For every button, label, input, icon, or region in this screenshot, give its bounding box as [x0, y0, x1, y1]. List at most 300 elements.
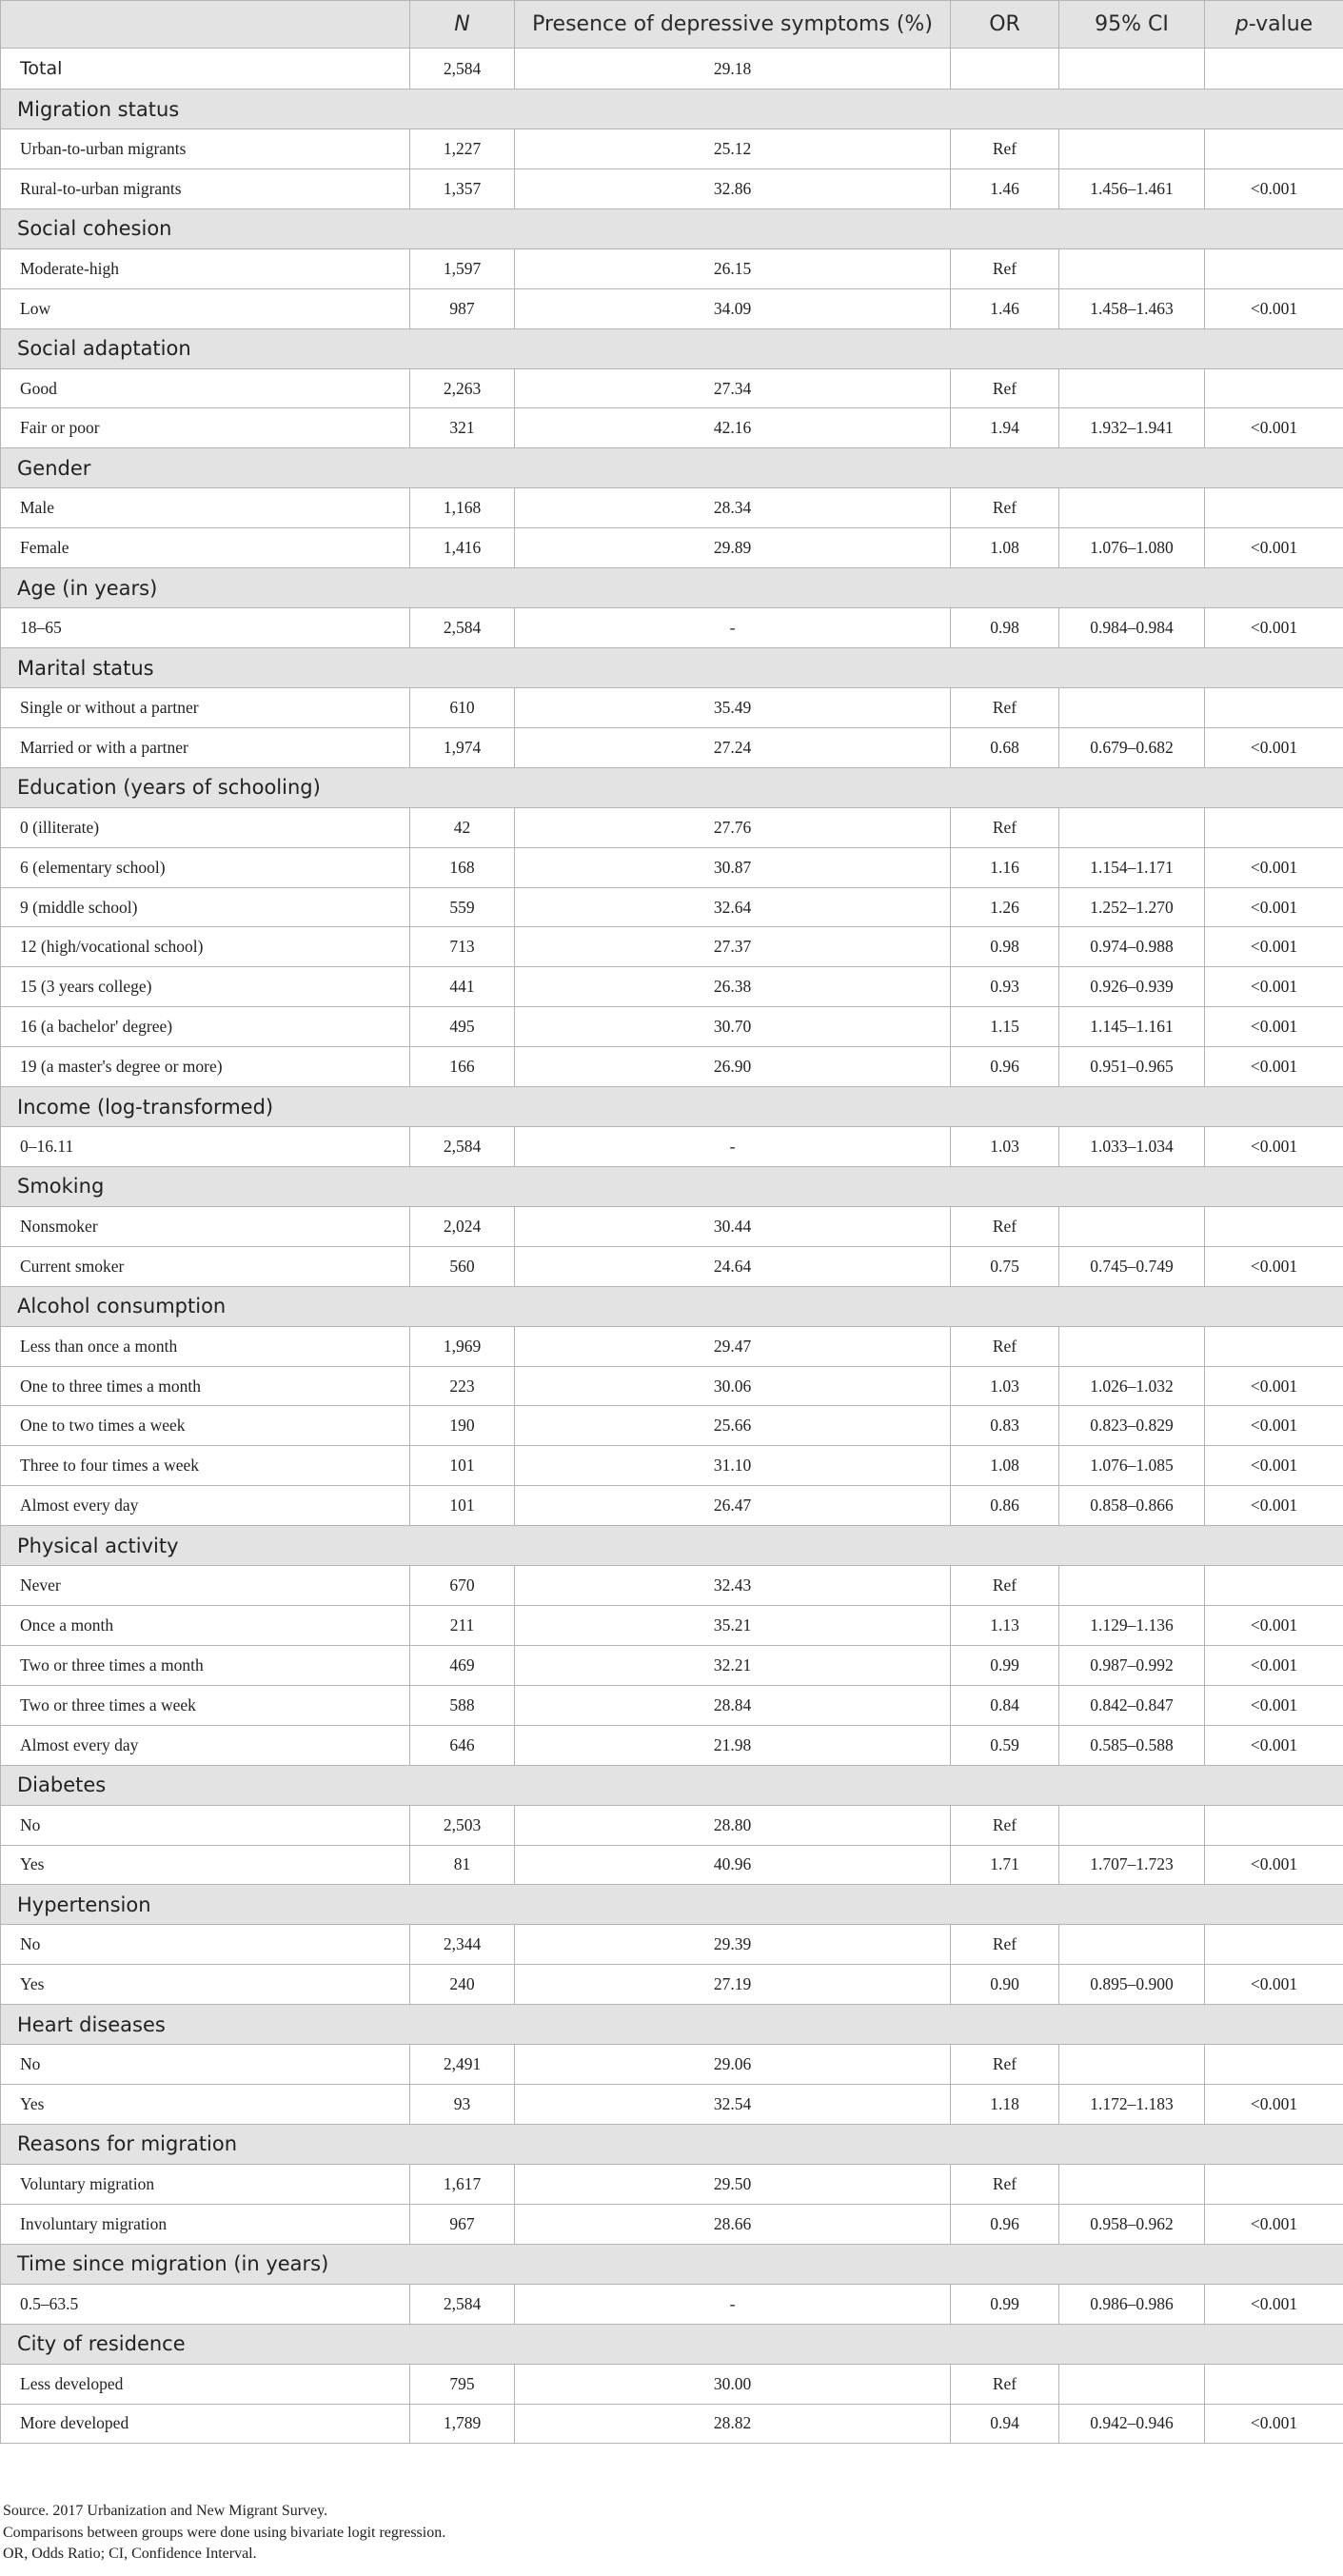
table-row: [1, 1805, 1343, 1845]
cell-label: No: [1, 1925, 410, 1965]
cell-n: 1,974: [410, 727, 515, 767]
table-row: [1, 887, 1343, 927]
cell-label: Male: [1, 488, 410, 528]
cell-pct: 32.64: [515, 887, 951, 927]
cell-p: <0.001: [1205, 727, 1343, 767]
cell-n: 168: [410, 847, 515, 887]
header-label: [1, 1, 410, 49]
cell-label: Female: [1, 528, 410, 568]
cell-or: 0.83: [951, 1406, 1059, 1446]
cell-ci: 0.974–0.988: [1059, 927, 1205, 967]
cell-ci: 1.026–1.032: [1059, 1366, 1205, 1406]
cell-or: Ref: [951, 1326, 1059, 1366]
cell-or: 1.26: [951, 887, 1059, 927]
cell-ci: [1059, 1566, 1205, 1606]
cell-ci: [1059, 1206, 1205, 1246]
table-row: [1, 1366, 1343, 1406]
cell-p: <0.001: [1205, 408, 1343, 448]
cell-n: 2,584: [410, 1127, 515, 1167]
cell-label: Almost every day: [1, 1725, 410, 1765]
section-row: [1, 1885, 1343, 1925]
cell-p: <0.001: [1205, 1246, 1343, 1286]
cell-or: 0.75: [951, 1246, 1059, 1286]
table-row: [1, 528, 1343, 568]
table-row: [1, 368, 1343, 408]
cell-pct: -: [515, 1127, 951, 1167]
table-row: [1, 168, 1343, 208]
section-title: Age (in years): [1, 568, 1343, 608]
section-row: [1, 1526, 1343, 1566]
cell-pct: 26.90: [515, 1047, 951, 1087]
section-row: [1, 1286, 1343, 1326]
cell-pct: 30.06: [515, 1366, 951, 1406]
cell-pct: 26.15: [515, 248, 951, 288]
cell-p: <0.001: [1205, 847, 1343, 887]
cell-label: Three to four times a week: [1, 1446, 410, 1486]
table-row: [1, 1127, 1343, 1167]
cell-label: More developed: [1, 2404, 410, 2444]
cell-pct: -: [515, 2284, 951, 2324]
cell-ci: 1.458–1.463: [1059, 288, 1205, 328]
cell-label: Urban-to-urban migrants: [1, 129, 410, 169]
cell-or: 1.08: [951, 1446, 1059, 1486]
section-title: Hypertension: [1, 1885, 1343, 1925]
cell-ci: [1059, 688, 1205, 728]
cell-pct: 28.84: [515, 1685, 951, 1725]
cell-or: Ref: [951, 488, 1059, 528]
cell-ci: 1.172–1.183: [1059, 2085, 1205, 2125]
cell-pct: 26.38: [515, 967, 951, 1007]
cell-p: [1205, 807, 1343, 847]
cell-label: Less developed: [1, 2364, 410, 2404]
cell-or: Ref: [951, 1805, 1059, 1845]
cell-p: [1205, 1566, 1343, 1606]
section-title: Income (log-transformed): [1, 1087, 1343, 1127]
cell-n: 441: [410, 967, 515, 1007]
cell-label: Almost every day: [1, 1486, 410, 1526]
cell-or: 0.99: [951, 1645, 1059, 1685]
table-row: [1, 1725, 1343, 1765]
cell-label: 9 (middle school): [1, 887, 410, 927]
section-title: City of residence: [1, 2324, 1343, 2364]
total-or: [951, 49, 1059, 89]
cell-pct: 21.98: [515, 1725, 951, 1765]
cell-n: 211: [410, 1606, 515, 1646]
cell-pct: 30.44: [515, 1206, 951, 1246]
section-row: [1, 1166, 1343, 1206]
total-n: 2,584: [410, 49, 515, 89]
cell-or: 1.16: [951, 847, 1059, 887]
cell-ci: 1.252–1.270: [1059, 887, 1205, 927]
table-row: [1, 1845, 1343, 1885]
table-row: [1, 847, 1343, 887]
cell-ci: [1059, 1326, 1205, 1366]
total-ci: [1059, 49, 1205, 89]
cell-ci: [1059, 807, 1205, 847]
cell-p: <0.001: [1205, 168, 1343, 208]
cell-pct: 35.21: [515, 1606, 951, 1646]
cell-n: 190: [410, 1406, 515, 1446]
header-p-rest: -value: [1248, 12, 1313, 36]
cell-or: Ref: [951, 1566, 1059, 1606]
table-row: [1, 2085, 1343, 2125]
table-row: [1, 2364, 1343, 2404]
cell-or: Ref: [951, 129, 1059, 169]
cell-n: 2,584: [410, 2284, 515, 2324]
cell-or: Ref: [951, 2164, 1059, 2204]
cell-pct: 30.70: [515, 1007, 951, 1047]
cell-label: Nonsmoker: [1, 1206, 410, 1246]
note-method: Comparisons between groups were done using bivariate logit regression.: [3, 2524, 446, 2541]
section-title: Education (years of schooling): [1, 767, 1343, 807]
cell-n: 1,168: [410, 488, 515, 528]
cell-pct: 29.89: [515, 528, 951, 568]
header-presence: Presence of depressive symptoms (%): [515, 1, 951, 49]
cell-label: Once a month: [1, 1606, 410, 1646]
cell-ci: 0.895–0.900: [1059, 1965, 1205, 2005]
cell-ci: [1059, 2364, 1205, 2404]
table-row: [1, 1446, 1343, 1486]
cell-ci: 0.942–0.946: [1059, 2404, 1205, 2444]
cell-label: Low: [1, 288, 410, 328]
cell-pct: 29.47: [515, 1326, 951, 1366]
cell-pct: 27.19: [515, 1965, 951, 2005]
cell-ci: 1.076–1.085: [1059, 1446, 1205, 1486]
section-title: Time since migration (in years): [1, 2244, 1343, 2284]
table-notes: [3, 2501, 445, 2566]
cell-n: 101: [410, 1446, 515, 1486]
cell-pct: 42.16: [515, 408, 951, 448]
cell-or: 1.15: [951, 1007, 1059, 1047]
cell-or: Ref: [951, 1925, 1059, 1965]
cell-pct: -: [515, 608, 951, 648]
cell-n: 2,584: [410, 608, 515, 648]
table-row: [1, 248, 1343, 288]
cell-or: 0.94: [951, 2404, 1059, 2444]
cell-ci: [1059, 129, 1205, 169]
cell-ci: 1.456–1.461: [1059, 168, 1205, 208]
cell-n: 1,597: [410, 248, 515, 288]
cell-or: 1.71: [951, 1845, 1059, 1885]
table-row: [1, 967, 1343, 1007]
cell-or: 1.46: [951, 288, 1059, 328]
table-row: [1, 807, 1343, 847]
cell-pct: 30.00: [515, 2364, 951, 2404]
cell-n: 2,024: [410, 1206, 515, 1246]
cell-or: 1.94: [951, 408, 1059, 448]
cell-pct: 29.06: [515, 2045, 951, 2085]
cell-pct: 27.76: [515, 807, 951, 847]
cell-n: 81: [410, 1845, 515, 1885]
cell-p: <0.001: [1205, 2284, 1343, 2324]
cell-or: Ref: [951, 1206, 1059, 1246]
cell-pct: 32.21: [515, 1645, 951, 1685]
cell-or: 0.98: [951, 927, 1059, 967]
cell-p: <0.001: [1205, 2085, 1343, 2125]
cell-pct: 32.86: [515, 168, 951, 208]
cell-p: <0.001: [1205, 1645, 1343, 1685]
table-row: [1, 1685, 1343, 1725]
cell-or: 1.46: [951, 168, 1059, 208]
cell-pct: 34.09: [515, 288, 951, 328]
cell-p: [1205, 2045, 1343, 2085]
table-row: [1, 1326, 1343, 1366]
cell-ci: 0.958–0.962: [1059, 2204, 1205, 2244]
cell-pct: 25.66: [515, 1406, 951, 1446]
section-row: [1, 208, 1343, 248]
cell-p: <0.001: [1205, 1606, 1343, 1646]
table-row: [1, 727, 1343, 767]
table-row: [1, 1925, 1343, 1965]
cell-ci: 0.986–0.986: [1059, 2284, 1205, 2324]
cell-pct: 29.39: [515, 1925, 951, 1965]
cell-label: Never: [1, 1566, 410, 1606]
cell-n: 101: [410, 1486, 515, 1526]
cell-label: Two or three times a month: [1, 1645, 410, 1685]
table-body: [1, 49, 1343, 2444]
cell-or: Ref: [951, 248, 1059, 288]
cell-or: 1.03: [951, 1127, 1059, 1167]
table-row: [1, 1606, 1343, 1646]
cell-pct: 29.50: [515, 2164, 951, 2204]
cell-pct: 24.64: [515, 1246, 951, 1286]
cell-label: No: [1, 2045, 410, 2085]
cell-n: 2,503: [410, 1805, 515, 1845]
cell-pct: 28.34: [515, 488, 951, 528]
cell-label: Voluntary migration: [1, 2164, 410, 2204]
section-row: [1, 1087, 1343, 1127]
cell-ci: 1.076–1.080: [1059, 528, 1205, 568]
cell-or: Ref: [951, 688, 1059, 728]
cell-or: Ref: [951, 368, 1059, 408]
table-row: [1, 2284, 1343, 2324]
cell-ci: 0.987–0.992: [1059, 1645, 1205, 1685]
cell-p: <0.001: [1205, 1446, 1343, 1486]
section-row: [1, 89, 1343, 129]
cell-p: <0.001: [1205, 2204, 1343, 2244]
section-row: [1, 1765, 1343, 1805]
cell-label: 16 (a bachelor' degree): [1, 1007, 410, 1047]
table-row: [1, 688, 1343, 728]
cell-n: 1,357: [410, 168, 515, 208]
cell-pct: 28.80: [515, 1805, 951, 1845]
cell-p: [1205, 1326, 1343, 1366]
table-row: [1, 1566, 1343, 1606]
cell-label: Less than once a month: [1, 1326, 410, 1366]
header-or: OR: [951, 1, 1059, 49]
cell-or: 0.68: [951, 727, 1059, 767]
cell-or: 0.96: [951, 1047, 1059, 1087]
cell-ci: [1059, 1925, 1205, 1965]
header-p-value: [1205, 1, 1343, 49]
cell-label: 0 (illiterate): [1, 807, 410, 847]
total-pct: 29.18: [515, 49, 951, 89]
cell-or: 0.86: [951, 1486, 1059, 1526]
cell-p: <0.001: [1205, 1047, 1343, 1087]
header-row: [1, 1, 1343, 49]
cell-label: Current smoker: [1, 1246, 410, 1286]
cell-or: 0.99: [951, 2284, 1059, 2324]
section-title: Social adaptation: [1, 328, 1343, 368]
cell-ci: 0.745–0.749: [1059, 1246, 1205, 1286]
table-row: [1, 1965, 1343, 2005]
cell-pct: 32.43: [515, 1566, 951, 1606]
cell-ci: 0.842–0.847: [1059, 1685, 1205, 1725]
section-title: Heart diseases: [1, 2005, 1343, 2045]
total-label: Total: [1, 49, 410, 89]
cell-ci: [1059, 1805, 1205, 1845]
section-title: Reasons for migration: [1, 2124, 1343, 2164]
section-title: Marital status: [1, 648, 1343, 688]
cell-or: 1.08: [951, 528, 1059, 568]
cell-ci: 0.926–0.939: [1059, 967, 1205, 1007]
cell-ci: 0.679–0.682: [1059, 727, 1205, 767]
cell-n: 670: [410, 1566, 515, 1606]
table-row: [1, 2204, 1343, 2244]
cell-p: [1205, 248, 1343, 288]
cell-label: Moderate-high: [1, 248, 410, 288]
table-row: [1, 2404, 1343, 2444]
cell-label: No: [1, 1805, 410, 1845]
cell-n: 42: [410, 807, 515, 847]
cell-n: 1,789: [410, 2404, 515, 2444]
cell-n: 610: [410, 688, 515, 728]
cell-p: <0.001: [1205, 2404, 1343, 2444]
cell-label: One to two times a week: [1, 1406, 410, 1446]
section-title: Social cohesion: [1, 208, 1343, 248]
cell-p: [1205, 2364, 1343, 2404]
header-ci: 95% CI: [1059, 1, 1205, 49]
total-row: [1, 49, 1343, 89]
cell-n: 2,263: [410, 368, 515, 408]
cell-p: <0.001: [1205, 1685, 1343, 1725]
note-abbrev: OR, Odds Ratio; CI, Confidence Interval.: [3, 2546, 257, 2562]
cell-n: 1,227: [410, 129, 515, 169]
cell-ci: 0.823–0.829: [1059, 1406, 1205, 1446]
cell-ci: 1.154–1.171: [1059, 847, 1205, 887]
table-row: [1, 608, 1343, 648]
cell-or: 0.84: [951, 1685, 1059, 1725]
cell-label: Good: [1, 368, 410, 408]
cell-n: 967: [410, 2204, 515, 2244]
cell-n: 223: [410, 1366, 515, 1406]
cell-p: <0.001: [1205, 927, 1343, 967]
note-source: Source. 2017 Urbanization and New Migrant Survey.: [3, 2503, 328, 2519]
cell-n: 588: [410, 1685, 515, 1725]
cell-n: 495: [410, 1007, 515, 1047]
cell-pct: 28.66: [515, 2204, 951, 2244]
cell-label: Rural-to-urban migrants: [1, 168, 410, 208]
cell-p: <0.001: [1205, 528, 1343, 568]
cell-or: 1.03: [951, 1366, 1059, 1406]
cell-ci: 1.707–1.723: [1059, 1845, 1205, 1885]
cell-p: <0.001: [1205, 1845, 1343, 1885]
cell-pct: 27.34: [515, 368, 951, 408]
section-title: Migration status: [1, 89, 1343, 129]
cell-pct: 27.37: [515, 927, 951, 967]
cell-or: 0.59: [951, 1725, 1059, 1765]
table-row: [1, 1406, 1343, 1446]
cell-p: [1205, 488, 1343, 528]
cell-n: 1,969: [410, 1326, 515, 1366]
cell-label: 18–65: [1, 608, 410, 648]
section-title: Physical activity: [1, 1526, 1343, 1566]
cell-pct: 27.24: [515, 727, 951, 767]
section-title: Smoking: [1, 1166, 1343, 1206]
cell-n: 2,344: [410, 1925, 515, 1965]
cell-pct: 30.87: [515, 847, 951, 887]
cell-p: <0.001: [1205, 1127, 1343, 1167]
cell-p: <0.001: [1205, 1965, 1343, 2005]
cell-label: 12 (high/vocational school): [1, 927, 410, 967]
cell-n: 795: [410, 2364, 515, 2404]
section-row: [1, 648, 1343, 688]
table-row: [1, 488, 1343, 528]
cell-ci: [1059, 248, 1205, 288]
table-row: [1, 927, 1343, 967]
total-p: [1205, 49, 1343, 89]
section-row: [1, 767, 1343, 807]
cell-n: 240: [410, 1965, 515, 2005]
cell-or: 0.93: [951, 967, 1059, 1007]
table-row: [1, 2045, 1343, 2085]
header-p-italic: p: [1234, 12, 1249, 36]
cell-p: <0.001: [1205, 1486, 1343, 1526]
cell-pct: 31.10: [515, 1446, 951, 1486]
table-row: [1, 1206, 1343, 1246]
cell-p: [1205, 1805, 1343, 1845]
cell-p: [1205, 688, 1343, 728]
cell-pct: 32.54: [515, 2085, 951, 2125]
cell-p: <0.001: [1205, 1007, 1343, 1047]
section-row: [1, 2005, 1343, 2045]
cell-or: 1.13: [951, 1606, 1059, 1646]
cell-n: 321: [410, 408, 515, 448]
cell-n: 1,416: [410, 528, 515, 568]
section-row: [1, 448, 1343, 488]
cell-or: Ref: [951, 807, 1059, 847]
cell-label: Single or without a partner: [1, 688, 410, 728]
cell-n: 2,491: [410, 2045, 515, 2085]
section-title: Alcohol consumption: [1, 1286, 1343, 1326]
cell-n: 646: [410, 1725, 515, 1765]
cell-p: <0.001: [1205, 1406, 1343, 1446]
cell-ci: 0.984–0.984: [1059, 608, 1205, 648]
cell-ci: 1.145–1.161: [1059, 1007, 1205, 1047]
cell-p: [1205, 368, 1343, 408]
cell-label: Married or with a partner: [1, 727, 410, 767]
cell-n: 713: [410, 927, 515, 967]
cell-n: 469: [410, 1645, 515, 1685]
cell-label: Two or three times a week: [1, 1685, 410, 1725]
cell-pct: 26.47: [515, 1486, 951, 1526]
cell-p: <0.001: [1205, 288, 1343, 328]
cell-ci: [1059, 488, 1205, 528]
cell-or: 0.98: [951, 608, 1059, 648]
cell-n: 560: [410, 1246, 515, 1286]
cell-label: 6 (elementary school): [1, 847, 410, 887]
section-row: [1, 2244, 1343, 2284]
cell-p: <0.001: [1205, 608, 1343, 648]
cell-p: [1205, 129, 1343, 169]
cell-label: Yes: [1, 1845, 410, 1885]
section-row: [1, 328, 1343, 368]
cell-p: [1205, 1925, 1343, 1965]
cell-label: 0–16.11: [1, 1127, 410, 1167]
table-row: [1, 408, 1343, 448]
cell-n: 1,617: [410, 2164, 515, 2204]
cell-ci: 1.129–1.136: [1059, 1606, 1205, 1646]
